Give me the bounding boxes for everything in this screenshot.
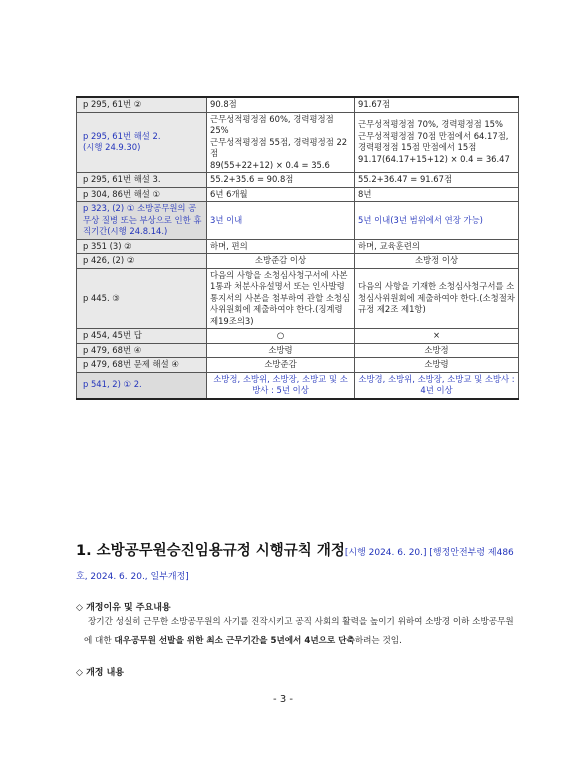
subheading-content-label: 개정 내용 bbox=[86, 668, 124, 678]
section-title bbox=[76, 540, 516, 588]
reason-text-bold: 대우공무원 선발을 위한 최소 근무기간을 5년에서 4년으로 단축 bbox=[114, 636, 355, 646]
subheading-reason bbox=[76, 600, 516, 613]
before-cell: 90.8점 bbox=[207, 97, 355, 112]
after-cell: × bbox=[355, 329, 519, 344]
table-row bbox=[77, 372, 519, 399]
reference-cell: p 541, 2) ① 2. bbox=[77, 372, 207, 399]
before-cell: 소방정, 소방위, 소방장, 소방교 및 소방사 : 5년 이상 bbox=[207, 372, 355, 399]
before-cell: 소방준감 bbox=[207, 358, 355, 373]
table-row bbox=[77, 254, 519, 269]
reference-cell: p 351 (3) ② bbox=[77, 239, 207, 254]
reference-cell: p 479, 68번 문제 해설 ④ bbox=[77, 358, 207, 373]
after-cell: 소방정 bbox=[355, 343, 519, 358]
subheading-reason-label: 개정이유 및 주요내용 bbox=[86, 603, 171, 613]
table-row bbox=[77, 202, 519, 240]
reference-cell: p 479, 68번 ④ bbox=[77, 343, 207, 358]
before-cell: 소방령 bbox=[207, 343, 355, 358]
reference-cell: p 426, (2) ② bbox=[77, 254, 207, 269]
reference-cell: p 323, (2) ① 소방공무원의 공무상 질병 또는 부상으로 인한 휴직기간(시행 24.8.14.) bbox=[77, 202, 207, 240]
subheading-content bbox=[76, 665, 516, 678]
diamond-bullet-icon: ◇ bbox=[76, 603, 83, 613]
before-cell: ○ bbox=[207, 329, 355, 344]
after-cell: 소방령 bbox=[355, 358, 519, 373]
after-cell: 91.67점 bbox=[355, 97, 519, 112]
before-cell: 하며, 편의 bbox=[207, 239, 355, 254]
table-row bbox=[77, 173, 519, 188]
table-row bbox=[77, 343, 519, 358]
table-row bbox=[77, 239, 519, 254]
reason-paragraph bbox=[84, 613, 516, 651]
section-title-note: [시행 2024. 6. 20.] [행정안전부령 제486호, 2024. 6. 20., 일부개정] bbox=[76, 548, 514, 582]
diamond-bullet-icon: ◇ bbox=[76, 668, 83, 678]
errata-table bbox=[76, 96, 519, 400]
reference-cell: p 295, 61번 해설 3. bbox=[77, 173, 207, 188]
after-cell: 하며, 교육훈련의 bbox=[355, 239, 519, 254]
after-cell: 소방정 이상 bbox=[355, 254, 519, 269]
reference-cell: p 304, 86번 해설 ① bbox=[77, 187, 207, 202]
table-row bbox=[77, 112, 519, 173]
page-number: - 3 - bbox=[273, 694, 293, 705]
before-cell: 다음의 사항을 소청심사청구서에 사본 1통과 처분사유설명서 또는 인사발령통지서의 사본을 첨부하여 관할 소청심사위원회에 제출하여야 한다.(징계령 제19조의3) bbox=[207, 268, 355, 329]
table-row bbox=[77, 97, 519, 112]
table-row bbox=[77, 268, 519, 329]
before-cell: 근무성적평정점 60%, 경력평정점 25% 근무성적평정점 55점, 경력평정점 22점 89(55+22+12) × 0.4 = 35.6 bbox=[207, 112, 355, 173]
after-cell: 소방경, 소방위, 소방장, 소방교 및 소방사 : 4년 이상 bbox=[355, 372, 519, 399]
amendment-section bbox=[76, 540, 516, 678]
before-cell: 3년 이내 bbox=[207, 202, 355, 240]
after-cell: 8년 bbox=[355, 187, 519, 202]
reason-text-2: 하려는 것임. bbox=[354, 636, 402, 646]
after-cell: 5년 이내(3년 범위에서 연장 가능) bbox=[355, 202, 519, 240]
reference-cell: p 295, 61번 ② bbox=[77, 97, 207, 112]
table-row bbox=[77, 187, 519, 202]
section-title-main: 1. 소방공무원승진임용규정 시행규칙 개정 bbox=[76, 543, 345, 559]
reference-cell: p 445. ③ bbox=[77, 268, 207, 329]
after-cell: 55.2+36.47 = 91.67점 bbox=[355, 173, 519, 188]
reference-cell: p 295, 61번 해설 2. (시행 24.9.30) bbox=[77, 112, 207, 173]
before-cell: 55.2+35.6 = 90.8점 bbox=[207, 173, 355, 188]
after-cell: 다음의 사항을 기재한 소청심사청구서를 소청심사위원회에 제출하여야 한다.(소청절차규정 제2조 제1항) bbox=[355, 268, 519, 329]
before-cell: 소방준감 이상 bbox=[207, 254, 355, 269]
table-row bbox=[77, 329, 519, 344]
reference-cell: p 454, 45번 답 bbox=[77, 329, 207, 344]
reason-text-1: 장기간 성실히 근무한 소방공무원의 사기를 진작시키고 공직 사회의 활력을 높이기 위하여 소방경 이하 소방공무원에 대한 bbox=[84, 617, 514, 646]
before-cell: 6년 6개월 bbox=[207, 187, 355, 202]
table-row bbox=[77, 358, 519, 373]
after-cell: 근무성적평정점 70%, 경력평정점 15% 근무성적평정점 70점 만점에서 64.17점, 경력평정점 15점 만점에서 15점 91.17(64.17+15+12) × 0.4 = 36.47 bbox=[355, 112, 519, 173]
